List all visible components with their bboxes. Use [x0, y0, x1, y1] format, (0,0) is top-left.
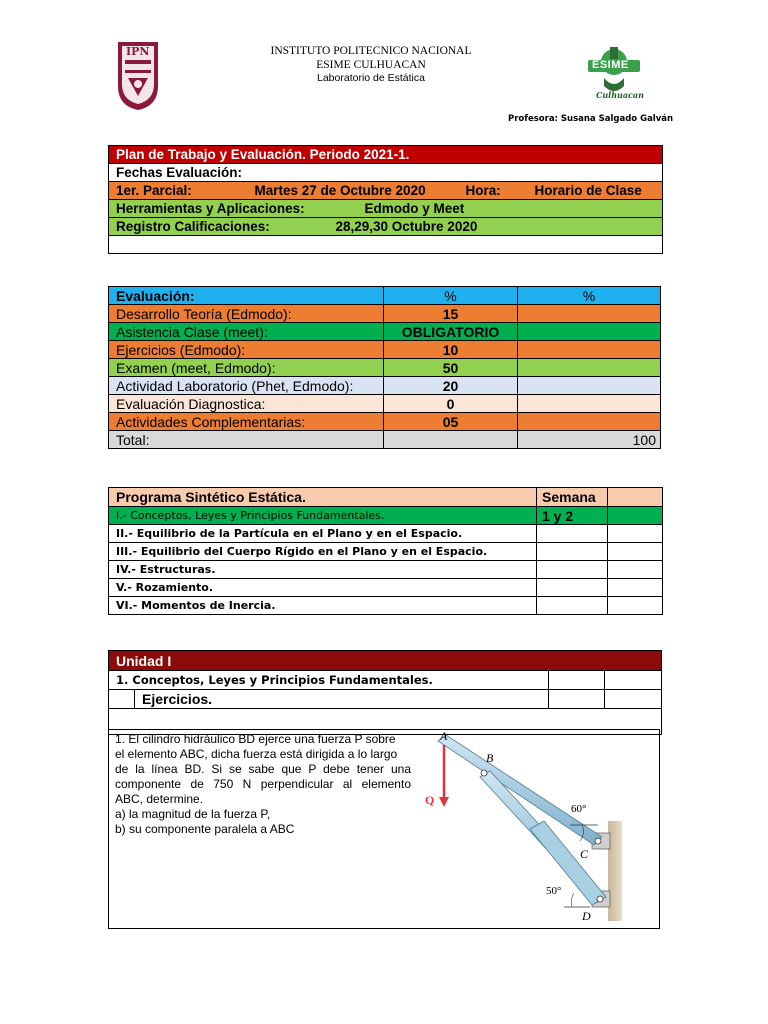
tools-label: Herramientas y Aplicaciones: — [109, 200, 459, 218]
programa-row — [109, 525, 663, 543]
plan-title: Plan de Trabajo y Evaluación. Periodo 2021-1. — [109, 146, 663, 164]
problem-line: 1. El cilindro hidráulico BD ejerce una fuerza P sobre — [115, 732, 396, 746]
unidad-title: Unidad I — [109, 651, 662, 671]
programa-row-semana — [537, 543, 608, 561]
problem-line: de la línea BD. Si se sabe que P debe tener una — [115, 762, 411, 776]
esime-logo-text: ESIME — [592, 59, 629, 71]
programa-row-label: III.- Equilibrio del Cuerpo Rígido en el Plano y en el Espacio. — [109, 543, 537, 561]
programa-row-semana — [537, 579, 608, 597]
evaluacion-table — [108, 286, 661, 449]
programa-row — [109, 597, 663, 615]
programa-row-label: VI.- Momentos de Inercia. — [109, 597, 537, 615]
ejercicios-label: Ejercicios. — [135, 690, 549, 709]
programa-row-label: I.- Conceptos, Leyes y Principios Fundamentales. — [109, 507, 537, 525]
label-a: A — [440, 729, 448, 743]
plan-empty-row — [109, 236, 663, 254]
school-name: ESIME CULHUACAN — [316, 59, 426, 71]
problem-line: a) la magnitud de la fuerza P, — [115, 807, 271, 821]
registro-label: Registro Calificaciones: — [109, 218, 459, 236]
problem-text — [115, 732, 411, 837]
evaluacion-total-label: Total: — [109, 431, 384, 449]
evaluacion-row-label: Examen (meet, Edmodo): — [109, 359, 384, 377]
programa-row — [109, 507, 663, 525]
programa-title: Programa Sintético Estática. — [109, 488, 537, 507]
institution-name: INSTITUTO POLITECNICO NACIONAL — [270, 45, 472, 57]
programa-row-label: V.- Rozamiento. — [109, 579, 537, 597]
parcial-date: Martes 27 de Octubre 2020 — [249, 182, 459, 200]
parcial-label: 1er. Parcial: — [109, 182, 249, 200]
label-b: B — [486, 751, 494, 765]
evaluacion-row-label: Desarrollo Teoría (Edmodo): — [109, 305, 384, 323]
evaluacion-row-value: 50 — [384, 359, 518, 377]
evaluacion-row-label: Evaluación Diagnostica: — [109, 395, 384, 413]
programa-row — [109, 579, 663, 597]
fechas-label: Fechas Evaluación: — [109, 164, 663, 182]
evaluacion-row — [109, 359, 661, 377]
angle-bottom: 50° — [546, 885, 562, 897]
problem-line: el elemento ABC, dicha fuerza está dirigida a lo largo — [115, 747, 398, 761]
tools-value: Edmodo y Meet — [364, 201, 465, 216]
programa-row-label: II.- Equilibrio de la Partícula en el Plano y en el Espacio. — [109, 525, 537, 543]
programa-row-semana: 1 y 2 — [537, 507, 608, 525]
programa-row-semana — [537, 525, 608, 543]
ipn-logo-text: IPN — [126, 45, 150, 58]
label-d: D — [582, 909, 591, 923]
evaluacion-row-value: 15 — [384, 305, 518, 323]
evaluacion-header-label: Evaluación: — [109, 287, 384, 305]
esime-logo-sub: Culhuacan — [596, 90, 644, 100]
label-c: C — [580, 847, 589, 861]
unidad-subtitle: 1. Conceptos, Leyes y Principios Fundamentales. — [109, 671, 549, 690]
programa-row-semana — [537, 561, 608, 579]
evaluacion-row — [109, 341, 661, 359]
angle-top: 60° — [571, 803, 587, 815]
evaluacion-row-label: Asistencia Clase (meet): — [109, 323, 384, 341]
label-q: Q — [425, 793, 435, 807]
professor-name: Profesora: Susana Salgado Galván — [508, 114, 674, 124]
evaluacion-row — [109, 395, 661, 413]
evaluacion-row — [109, 377, 661, 395]
evaluacion-row-value: OBLIGATORIO — [384, 323, 518, 341]
evaluacion-total-value: 100 — [518, 431, 661, 449]
evaluacion-row-label: Actividades Complementarias: — [109, 413, 384, 431]
programa-row — [109, 561, 663, 579]
evaluacion-row-value: 05 — [384, 413, 518, 431]
problem-line: ABC, determine. — [115, 792, 204, 806]
unidad-table — [108, 650, 662, 735]
evaluacion-row-label: Actividad Laboratorio (Phet, Edmodo): — [109, 377, 384, 395]
evaluacion-row — [109, 305, 661, 323]
hora-value: Horario de Clase — [519, 182, 663, 200]
programa-table — [108, 487, 663, 615]
programa-row-label: IV.- Estructuras. — [109, 561, 537, 579]
registro-value: 28,29,30 Octubre 2020 — [335, 219, 478, 234]
esime-logo — [586, 44, 642, 102]
plan-table — [108, 145, 663, 254]
evaluacion-row-label: Ejercicios (Edmodo): — [109, 341, 384, 359]
programa-row-semana — [537, 597, 608, 615]
hora-label: Hora: — [459, 182, 519, 200]
statics-diagram — [420, 729, 660, 929]
evaluacion-row-value: 10 — [384, 341, 518, 359]
evaluacion-row — [109, 323, 661, 341]
lab-name: Laboratorio de Estática — [317, 72, 425, 84]
evaluacion-row — [109, 413, 661, 431]
evaluacion-header-pct1: % — [384, 287, 518, 305]
programa-row — [109, 543, 663, 561]
evaluacion-header-pct2: % — [518, 287, 661, 305]
evaluacion-row-value: 20 — [384, 377, 518, 395]
semana-label: Semana — [537, 488, 608, 507]
problem-line: componente de 750 N perpendicular al elemento — [115, 777, 411, 791]
problem-line: b) su componente paralela a ABC — [115, 822, 295, 836]
evaluacion-row-value: 0 — [384, 395, 518, 413]
